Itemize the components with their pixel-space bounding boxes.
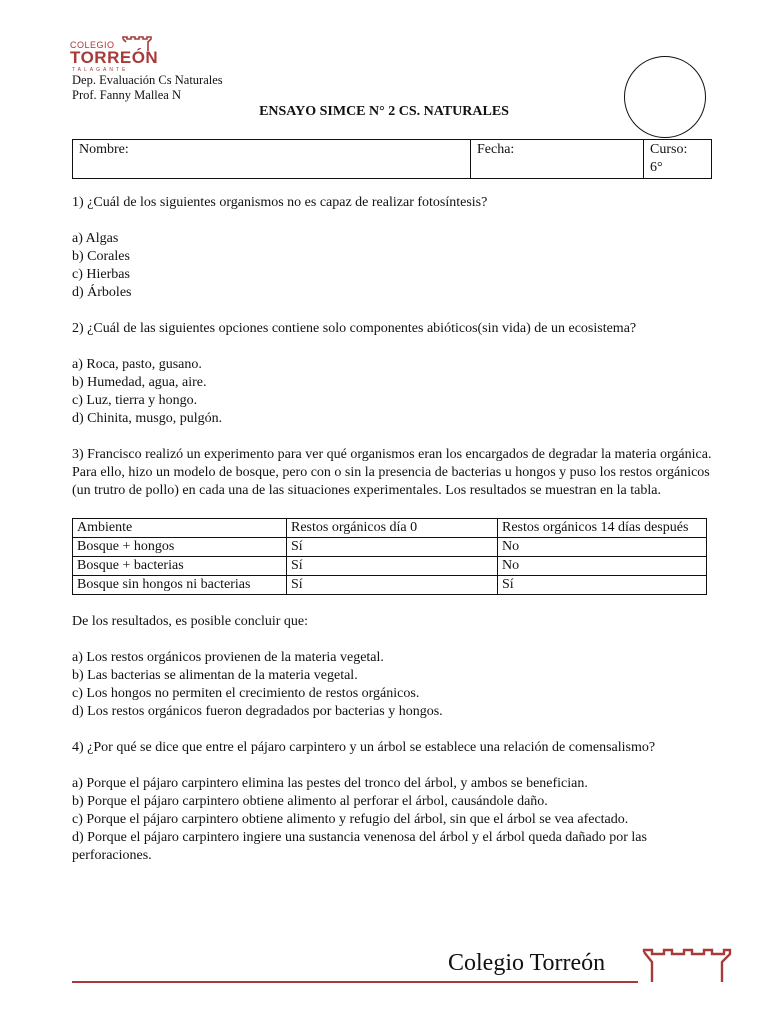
question-3-followup: De los resultados, es posible concluir que: bbox=[72, 614, 309, 629]
logo-top-text: COLEGIO bbox=[70, 40, 115, 50]
department-label: Dep. Evaluación Cs Naturales bbox=[72, 73, 223, 87]
logo-main-text: TORREÓN bbox=[70, 48, 159, 67]
logo-sub-text: TALAGANTE bbox=[72, 67, 129, 73]
option: d) Chinita, musgo, pulgón. bbox=[72, 411, 223, 426]
school-logo bbox=[70, 36, 159, 76]
table-cell: No bbox=[498, 538, 707, 557]
question-3: 3) Francisco realizó un experimento para ver qué organismos eran los encargados de degradar la materia orgánica. Para ello, hizo un modelo de bosque, pero con o sin la presencia de bacterias u hongos y puso los restos orgánicos (un trutro de pollo) en cada una de las situaciones experimentales. Los resultados se muestran en la tabla. bbox=[72, 447, 712, 498]
table-header-cell: Restos orgánicos 14 días después bbox=[498, 519, 707, 538]
option: c) Los hongos no permiten el crecimiento de restos orgánicos. bbox=[72, 686, 420, 701]
question-2: 2) ¿Cuál de las siguientes opciones contiene solo componentes abióticos(sin vida) de un ecosistema? bbox=[72, 321, 637, 336]
option: d) Los restos orgánicos fueron degradados por bacterias y hongos. bbox=[72, 704, 443, 719]
course-label: Curso: bbox=[650, 142, 688, 157]
table-cell: No bbox=[498, 557, 707, 576]
table-header-row bbox=[73, 519, 707, 538]
option: a) Los restos orgánicos provienen de la materia vegetal. bbox=[72, 650, 384, 665]
date-field[interactable] bbox=[471, 140, 644, 179]
table-cell: Bosque + hongos bbox=[73, 538, 287, 557]
table-cell: Sí bbox=[498, 576, 707, 595]
option: a) Porque el pájaro carpintero elimina las pestes del tronco del árbol, y ambos se benefician. bbox=[72, 776, 588, 791]
question-4: 4) ¿Por qué se dice que entre el pájaro carpintero y un árbol se establece una relación de comensalismo? bbox=[72, 740, 656, 755]
table-header-cell: Ambiente bbox=[73, 519, 287, 538]
table-cell: Sí bbox=[287, 538, 498, 557]
footer-school-name: Colegio Torreón bbox=[448, 950, 606, 976]
name-field[interactable] bbox=[73, 140, 471, 179]
option: b) Las bacterias se alimentan de la materia vegetal. bbox=[72, 668, 358, 683]
option: a) Algas bbox=[72, 231, 119, 246]
questions-section bbox=[72, 194, 712, 865]
table-header-cell: Restos orgánicos día 0 bbox=[287, 519, 498, 538]
header-info bbox=[72, 73, 223, 103]
option: b) Humedad, agua, aire. bbox=[72, 375, 207, 390]
footer-tower-icon bbox=[642, 948, 732, 984]
date-label: Fecha: bbox=[477, 142, 515, 157]
table-cell: Sí bbox=[287, 576, 498, 595]
option: a) Roca, pasto, gusano. bbox=[72, 357, 202, 372]
course-value: 6° bbox=[650, 160, 663, 175]
option: b) Porque el pájaro carpintero obtiene alimento al perforar el árbol, causándole daño. bbox=[72, 794, 548, 809]
table-cell: Bosque + bacterias bbox=[73, 557, 287, 576]
page-title: ENSAYO SIMCE N° 2 CS. NATURALES bbox=[259, 104, 509, 119]
option: b) Corales bbox=[72, 249, 130, 264]
option: c) Hierbas bbox=[72, 267, 130, 282]
option: c) Luz, tierra y hongo. bbox=[72, 393, 198, 408]
option: d) Porque el pájaro carpintero ingiere una sustancia venenosa del árbol y el árbol queda dañado por las perforaciones. bbox=[72, 830, 647, 863]
table-cell: Sí bbox=[287, 557, 498, 576]
question-1: 1) ¿Cuál de los siguientes organismos no es capaz de realizar fotosíntesis? bbox=[72, 195, 488, 210]
student-info-table bbox=[72, 139, 712, 179]
table-row bbox=[73, 538, 707, 557]
footer-divider bbox=[72, 981, 638, 983]
option: c) Porque el pájaro carpintero obtiene alimento y refugio del árbol, sin que el árbol se vea afectado. bbox=[72, 812, 629, 827]
table-row bbox=[73, 576, 707, 595]
table-row bbox=[73, 557, 707, 576]
teacher-label: Prof. Fanny Mallea N bbox=[72, 88, 182, 102]
table-cell: Bosque sin hongos ni bacterias bbox=[73, 576, 287, 595]
grade-circle bbox=[624, 56, 706, 138]
course-field[interactable] bbox=[644, 140, 712, 179]
results-table bbox=[72, 518, 707, 595]
option: d) Árboles bbox=[72, 285, 132, 300]
name-label: Nombre: bbox=[79, 142, 129, 157]
